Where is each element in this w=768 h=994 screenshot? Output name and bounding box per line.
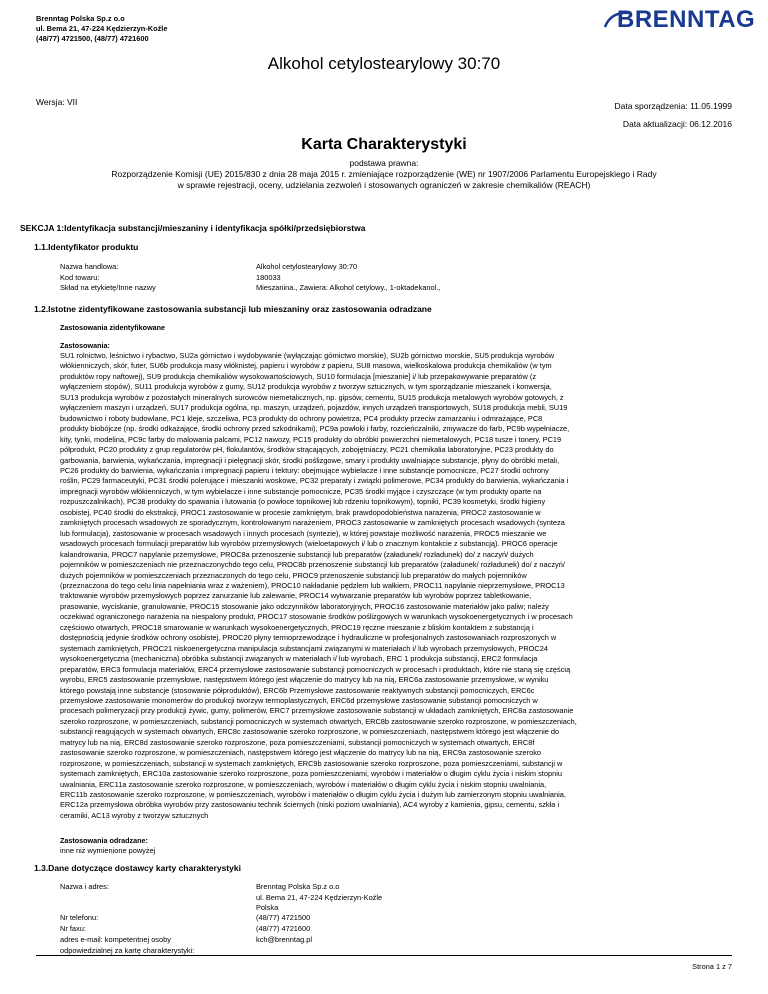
uses-line: rozproszone, w pomieszczeniach, substancji w systemach zamkniętych, ERC9b zastosowanie szeroko rozproszone, poza pomieszczeniami, substancji w	[60, 758, 563, 768]
version-label: Wersja: VII	[36, 97, 78, 107]
address-line: ul. Bema 21, 47-224 Kędzierzyn-Koźle	[256, 892, 383, 902]
uses-line: zastosowanie szeroko rozproszone, w pomieszczeniach, następstwem którego jest włączenie do matrycy lub na nią, ERC9a zastosowanie szeroko	[60, 748, 542, 758]
legal-basis	[30, 158, 738, 191]
date-created: Data sporządzenia: 11.05.1999	[614, 101, 732, 111]
uses-line: dużych pojemników w pomieszczeniach przeznaczonych do tego celu, PROC9 przenoszenie substancji lub preparatów do małych pojemników	[60, 570, 527, 580]
uses-line: zamkniętych procesach wsadowych ze sporadycznym, kontrolowanym narażeniem, PROC3 zastosowanie w zamkniętych procesach wsadowych (synteza	[60, 518, 565, 528]
address-line: Polska	[256, 903, 279, 912]
uses-line: produkty biobójcze (np. środki odkażające, środki ochrony przed szkodnikami), PC9a powłoki i farby, rozcieńczalniki, zmywacze do farb, PC9b wypełniacze,	[60, 424, 570, 434]
uses-line: matrycy lub na nią, ERC8d zastosowanie szeroko rozproszone, poza pomieszczeniami, substancji pomocniczych w systemach otwartych, ERC8f	[60, 737, 535, 747]
legal-line: Rozporządzenie Komisji (UE) 2015/830 z dnia 28 maja 2015 r. zmieniające rozporządzenie (WE) nr 1907/2006 Parlamentu Europejskiego i Rady	[111, 169, 657, 179]
advised-against-label: Zastosowania odradzane:	[60, 836, 148, 845]
uses-line: wysokoenergetyczna (mechaniczna) obróbka substancji związanych w materiałach i/ lub wyrobach, ERC 1 produkcja substancji, ERC2 formulacja	[60, 654, 538, 664]
uses-line: przemysłowe zastosowanie monomerów do produkcji tworzyw termoplastycznych, ERC6d przemysłowe zastosowanie substancji pomocniczych w	[60, 695, 538, 705]
uses-line: pojemników w pomieszczeniach nie przeznaczonychdo tego celu, PROC8b przenoszenie substancji lub preparatów (załadunek/ rozładunek) do/ z naczyń/	[60, 560, 565, 570]
uses-line: produktów ropy naftowej), SU9 produkcja chemikaliów wysokowartościowych, SU10 formulacja [mieszanie] i/ lub przepakowywanie preparatów (z	[60, 371, 537, 381]
uses-line: wyrobu, ERC5 zastosowanie przemysłowe, następstwem którego jest włączenie do matrycy lub na nią, ERC6a zastosowanie przemysłowe, w wyniku	[60, 675, 549, 685]
uses-line: prasowanie, wyciskanie, granulowanie, PROC15 stosowanie jako odczynników laboratoryjnych, PROC16 zastosowanie materiałów jako paliw; należy	[60, 601, 549, 611]
fax-label: Nr faxu:	[60, 924, 86, 933]
uses-line: dostępnością jedynie środków ochrony osobistej, PROC20 płyny termoprzewodzące i hydrauliczne w profesjonalnych zastosowaniach rozproszonych w	[60, 633, 557, 643]
uses-line: (przeznaczona do tego celu linia napełniania wraz z ważeniem), PROC10 nakładanie pędzlem lub wałkiem, PROC11 napylanie nieprzemysłowe, PROC13	[60, 580, 565, 590]
uses-line: półprodukt, PC20 produkty z grup regulatorów pH, flokulantów, środków strącających, zobojętniaczy, PC21 chemikalia laboratoryjne, PC23 produkty do	[60, 445, 554, 455]
company-line: (48/77) 4721500, (48/77) 4721600	[36, 34, 149, 43]
uses-line: rozpuszczalnikach), PC38 produkty do spawania i lutowania (o powłoce topnikowej lub rdzeniu topnikowym), topniki, PC39 kosmetyki, środki higieny	[60, 497, 546, 507]
date-updated: Data aktualizacji: 06.12.2016	[622, 119, 732, 129]
dates-block	[614, 97, 732, 133]
uses-line: budownictwo i roboty budowlane, PC1 kleje, szczeliwa, PC3 produkty do ochrony powietrza, PC4 produkty przeciw zamarzaniu i odmrażające, PC8	[60, 413, 543, 423]
product-id-values	[256, 262, 440, 294]
uses-line: kalandrowania, PROC7 napylanie przemysłowe, PROC8a przenoszenie substancji lub preparatów (załadunek/ rozładunek) do/ z naczyń/ dużych	[60, 549, 534, 559]
uses-line: wsadowych procesach formulacji preparatów lub wyrobów przemysłowych (wieloetapowych i/ lub o znacznym kontakcie z substancją). PROC6 operacje	[60, 539, 558, 549]
document-heading: Karta Charakterystyki	[301, 136, 467, 153]
uses-line: osobistej, PC40 środki do ekstrakcji, PROC1 zastosowanie w procesie zamkniętym, brak prawdopodobieństwa narażenia, PROC2 zastosowanie w	[60, 507, 541, 517]
brenntag-logo	[603, 6, 756, 36]
fax-value: (48/77) 4721600	[256, 924, 311, 933]
subsection-1-1-title: 1.1.Identyfikator produktu	[34, 242, 139, 252]
legal-line: podstawa prawna:	[349, 158, 419, 168]
supplier-address	[256, 882, 382, 914]
logo-text: BRENNTAG	[617, 6, 756, 33]
email-label	[60, 935, 194, 956]
uses-label: Zastosowania:	[60, 341, 110, 350]
uses-text	[60, 351, 740, 821]
footer-divider	[36, 955, 732, 956]
company-line: ul. Bema 21, 47-224 Kędzierzyn-Koźle	[36, 24, 168, 33]
subsection-1-2-title: 1.2.Istotne zidentyfikowane zastosowania substancji lub mieszaniny oraz zastosowania odradzane	[34, 304, 432, 314]
uses-line: systemach zamkniętych, ERC10a zastosowanie szeroko rozproszone, poza pomieszczeniami, wyrobów i materiałów o długim cyklu życia i niskim stopniu	[60, 769, 562, 779]
uses-line: kity, tynki, modelina, PC9c farby do malowania palcami, PC12 nawozy, PC15 produkty do obróbki powierzchni niemetalowych, PC18 tusze i tonery, PC19	[60, 434, 562, 444]
identified-uses-heading: Zastosowania zidentyfikowane	[60, 323, 166, 332]
name-address-label: Nazwa i adres:	[60, 882, 109, 891]
uses-line: ceramiki, AC13 wyroby z tworzyw sztucznych	[60, 810, 209, 820]
company-address	[36, 14, 167, 44]
uses-line: częściowo otwartych, PROC18 smarowanie w warunkach wysokoenergetycznych, PROC19 ręczne mieszanie z bliskim kontaktem z substancją i	[60, 622, 534, 632]
email-value[interactable]: kch@brenntag.pl	[256, 935, 312, 944]
uses-line: lub formulacja), zastosowanie w procesach wsadowych i innych procesach (syntezie), w której powstaje możliwość narażenia, PROC5 mieszanie we	[60, 528, 547, 538]
section-1-title: SEKCJA 1:Identyfikacja substancji/mieszaniny i identyfikacja spółki/przedsiębiorstwa	[20, 223, 366, 233]
product-id-labels	[60, 262, 156, 294]
uses-line: oczekiwać ograniczonego narażenia na niespalony produkt, PROC17 stosowanie środków poślizgowych w warunkach wysokoenergetycznych i w procesach	[60, 612, 573, 622]
legal-line: w sprawie rejestracji, oceny, udzielania zezwoleń i stosowanych ograniczeń w zakresie chemikaliów (REACH)	[177, 180, 591, 190]
company-line: Brenntag Polska Sp.z o.o	[36, 14, 125, 23]
uses-line: wyłączeniem maszyn i urządzeń, SU17 produkcja ogólna, np. maszyn, urządzeń, pojazdów, innych urządzeń transportowych, SU18 produkcja mebli, SU19	[60, 403, 568, 413]
uses-line: SU1 rolnictwo, leśnictwo i rybactwo, SU2a górnictwo i wydobywanie (wyłączając górnictwo morskie), SU2b górnictwo morskie, SU5 produkcja wyrobów	[60, 351, 555, 360]
uses-line: wyłączeniem stopów), SU11 produkcja wyrobów z gumy, SU12 produkcja wyrobów z tworzyw sztucznych, w tym sporządzanie mieszanek i konwersja,	[60, 382, 552, 392]
uses-line: którego powstają inne substancje (stosowanie półproduktów), ERC6b Przemysłowe zastosowanie reaktywnych substancji pomocniczych, ERC6c	[60, 685, 535, 695]
address-line: Brenntag Polska Sp.z o.o	[256, 882, 340, 891]
email-label-line: adres e-mail: kompetentnej osoby	[60, 935, 171, 944]
uses-line: włókienniczych, skór, futer, SU6b produkcja masy włóknistej, papieru i wyrobów z papieru, SU8 masowa, wielkoskalowa produkcja chemikaliów (w tym	[60, 361, 552, 371]
uses-line: szeroko rozproszone, w pomieszczeniach, substancji pomocniczych w systemach otwartych, ERC8b zastosowanie szeroko rozproszone, w pomieszczeniach,	[60, 716, 577, 726]
uses-line: ERC11b zastosowanie szeroko rozproszone, w pomieszczeniach, wyrobów i materiałów o długim cyklu życia i dużym lub zamierzonym stopniu uwalniania,	[60, 790, 566, 800]
uses-line: SU13 produkcja wyrobów z pozostałych mineralnych surowców niemetalicznych, np. gipsów, cementu, SU15 produkcja metalowych wyrobów gotowych, z	[60, 392, 564, 402]
uses-line: uwalniania, ERC11a zastosowanie szeroko rozproszone, w pomieszczeniach, wyrobów i materiałów o długim cyklu życia i niskim stopniu uwalniania,	[60, 779, 547, 789]
product-code-label: Kod towaru:	[60, 272, 100, 282]
uses-line: procesach polimeryzacji przy produkcji żywic, gumy, polimerów, ERC7 przemysłowe zastosowanie substancji w układach zamkniętych, ERC8a zastosowanie	[60, 706, 574, 716]
uses-line: ERC12a przemysłowa obróbka wyrobów przy zastosowaniu technik ściernych (niski poziom uwalniania), AC4 wyroby z kamienia, gipsu, cementu, szkła i	[60, 800, 560, 810]
subsection-1-3-title: 1.3.Dane dotyczące dostawcy karty charakterystyki	[34, 863, 241, 873]
uses-line: preparatów, ERC3 formulacja materiałów, ERC4 przemysłowe zastosowanie substancji pomocniczych w procesach i produktach, które nie staną się częścią	[60, 664, 571, 674]
product-code-value: 180033	[256, 272, 281, 282]
uses-line: impregnacji wyrobów włókienniczych, w tym wybielacze i inne substancje pomocnicze, PC35 środki myjące i czyszczące (w tym produkty oparte na	[60, 486, 542, 496]
uses-line: systemach zamkniętych, PROC21 niskoenergetyczna manipulacja substancjami związanymi w materiałach i/ lub wyrobach przemysłowych, PROC24	[60, 643, 548, 653]
phone-label: Nr telefonu:	[60, 913, 99, 922]
trade-name-value: Alkohol cetylostearylowy 30:70	[256, 262, 358, 271]
page-number: Strona 1 z 7	[692, 962, 732, 971]
uses-line: substancji reagujących w systemach otwartych, ERC8c zastosowanie szeroko rozproszone, w pomieszczeniach, następstwem którego jest włączenie do	[60, 727, 560, 737]
composition-label: Skład na etykietę/Inne nazwy	[60, 283, 156, 292]
email-label-line: odpowiedzialnej za kartę charakterystyki:	[60, 945, 195, 955]
uses-line: traktowanie wyrobów przemysłowych poprzez zanurzanie lub zalewanie, PROC14 wytwarzanie preparatów lub wyrobów poprzez tabletkowanie,	[60, 591, 532, 601]
composition-value: Mieszanina., Zawiera: Alkohol cetylowy., 1-oktadekanol.,	[256, 283, 441, 292]
uses-line: roślin, PC29 farmaceutyki, PC31 środki polerujące i mieszanki woskowe, PC32 preparaty i związki polimerowe, PC34 produkty do barwienia, wykańczania i	[60, 476, 569, 486]
uses-line: garbowania, barwienia, wykańczania, impregnacji i pielęgnacji skór, środki poślizgowe, smary i produkty uwalniające substancje, płyny do obróbki metali,	[60, 455, 560, 465]
phone-value: (48/77) 4721500	[256, 913, 311, 922]
trade-name-label: Nazwa handlowa:	[60, 262, 119, 271]
advised-against-value: inne niż wymienione powyżej	[60, 846, 156, 855]
uses-line: PC26 produkty do barwienia, wykańczania i impregnacji papieru i tektury: obejmujące wybielacze i inne substancje pomocnicze, PC27 środki ochrony	[60, 465, 549, 475]
document-title: Alkohol cetylostearylowy 30:70	[267, 54, 501, 73]
